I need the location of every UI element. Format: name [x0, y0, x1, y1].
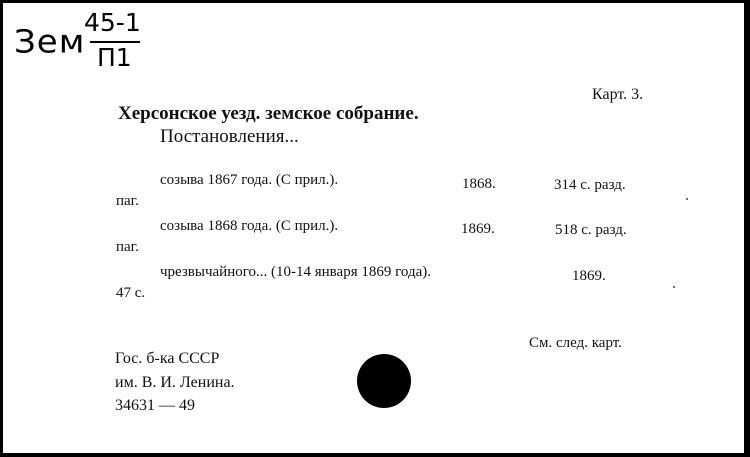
card-subtitle: Постановления...: [160, 126, 299, 147]
entry-1-continuation: паг.: [116, 193, 139, 209]
scan-speck: [686, 198, 688, 200]
handwritten-fund-code: Зем: [14, 23, 86, 61]
scan-border-top: [0, 0, 750, 3]
entry-1-description: созыва 1867 года. (С прил.).: [160, 172, 339, 188]
entry-1-year: 1868.: [462, 176, 496, 192]
entry-3-description: чрезвычайного... (10-14 января 1869 года).: [160, 264, 431, 280]
entry-3-continuation: 47 с.: [116, 285, 146, 301]
handwritten-shelf-numerator: 45-1: [84, 8, 141, 37]
card-punch-hole: [357, 354, 411, 408]
scan-speck: [673, 286, 675, 288]
handwritten-shelf-denominator: П1: [97, 43, 132, 72]
entry-2-description: созыва 1868 года. (С прил.).: [160, 218, 339, 234]
entry-1-pages: 314 с. разд.: [554, 177, 626, 193]
scan-border-left: [0, 0, 3, 457]
library-stamp-line-1: Гос. б-ка СССР: [115, 350, 220, 367]
entry-2-pages: 518 с. разд.: [555, 222, 627, 238]
scan-border-bottom: [0, 453, 750, 457]
entry-2-continuation: паг.: [116, 239, 139, 255]
scan-border-right: [744, 0, 750, 457]
library-stamp-line-2: им. В. И. Ленина.: [115, 374, 235, 391]
card-number: Карт. 3.: [592, 86, 644, 103]
card-title: Херсонское уезд. земское собрание.: [118, 103, 419, 124]
entry-2-year: 1869.: [461, 221, 495, 237]
library-stamp-line-3: 34631 — 49: [115, 397, 195, 414]
see-next-card-note: См. след. карт.: [529, 335, 622, 351]
entry-3-year: 1869.: [572, 268, 606, 284]
